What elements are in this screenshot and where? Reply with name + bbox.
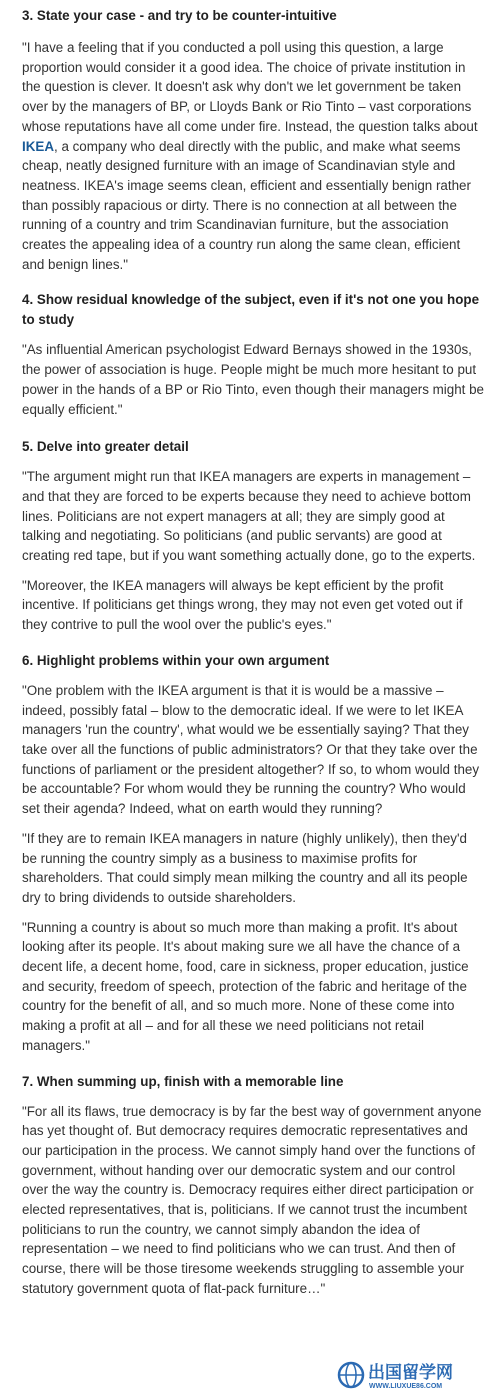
section-heading-6: 6. Highlight problems within your own argument [22, 652, 330, 668]
section-6-paragraph-2: "If they are to remain IKEA managers in nature (highly unlikely), then they'd be running the country simply as a business to maximise profits for shareholders. That could simply mean milking the country and all its people dry to bring dividends to outside shareholders. [22, 830, 468, 905]
section-heading-4: 4. Show residual knowledge of the subject, even if it's not one you hope to study [22, 292, 480, 328]
watermark-url: WWW.LIUXUE86.COM [369, 1383, 443, 1390]
paragraph-text: , a company who deal directly with the public, and make what seems cheap, neatly designed furniture with an image of Scandinavian style and neatness. IKEA's image seems clean, efficient and essentially benign rather than possibly rapacious or dirty. There is no connection at all between the running of a country and trim Scandinavian furniture, but the association creates the appealing idea of a country run along the same clean, efficient and benign lines." [22, 138, 471, 272]
section-7-paragraph-1: "For all its flaws, true democracy is by far the best way of government anyone has yet thought of. But democracy requires democratic representatives and our participation in the process. We cannot simply hand over the functions of government, without handing over our democratic system and our control over the way the country is. Democracy requires either direct participation or elected representatives, that is, politicians. If we cannot trust the incumbent politicians to run the country, we cannot simply abandon the idea of representation – we need to find politicians who we can trust. And then of course, there will be those tiresome weekends struggling to assemble your statutory government quota of flat-pack furniture…" [22, 1103, 482, 1296]
section-3-paragraph [22, 38, 484, 274]
section-5-paragraph-2: "Moreover, the IKEA managers will always be kept efficient by the profit incentive. If politicians get things wrong, they may not even get voted out if they contrive to pull the wool over the public's eyes." [22, 577, 463, 633]
section-6-paragraph-3: "Running a country is about so much more than making a profit. It's about looking after its people. It's about making sure we all have the chance of a decent life, a decent home, food, care in sickness, proper education, justice and security, freedom of speech, protection of the fabric and heritage of the country for the benefit of all, and so much more. None of these come into making a profit at all – and for all these we need politicians not retail managers." [22, 919, 469, 1053]
ikea-link[interactable]: IKEA [22, 138, 54, 154]
site-watermark-logo [336, 1359, 484, 1391]
watermark-text: 出国留学网 [368, 1363, 453, 1383]
paragraph-text: "I have a feeling that if you conducted a poll using this question, a large proportion would consider it a good idea. The choice of private institution in the question is clever. It doesn't ask why don't we let government be taken over by the managers of BP, or Lloyds Bank or Rio Tinto – vast corporations whose reputations have all come under fire. Instead, the question talks about [22, 40, 478, 134]
section-6-paragraph-1: "One problem with the IKEA argument is that it is would be a massive – indeed, possibly fatal – blow to the democratic ideal. If we were to let IKEA managers 'run the country', what would we be essentially saying? That they take over all the functions of public administrators? Or that they take over the functions of parliament or the president altogether? If so, to whom would they be accountable? For whom would they be running the country? Who would set their agenda? Indeed, what on earth would they running? [22, 682, 480, 817]
section-5-paragraph-1: "The argument might run that IKEA managers are experts in management – and that they are forced to be experts because they need to achieve bottom lines. Politicians are not expert managers at all; they are simply good at talking and negotiating. So politicians (and public servants) are good at creating red tape, but if you want something actually done, go to the experts. [22, 469, 476, 564]
watermark-logo-icon [336, 1359, 484, 1391]
section-heading-5: 5. Delve into greater detail [22, 439, 189, 455]
section-heading-7: 7. When summing up, finish with a memorable line [22, 1073, 344, 1089]
article-body [22, 6, 484, 1299]
section-heading-3: 3. State your case - and try to be counter-intuitive [22, 8, 337, 23]
section-4-paragraph-1: "As influential American psychologist Edward Bernays showed in the 1930s, the power of association is huge. People might be much more hesitant to put power in the hands of a BP or Rio Tinto, even though their managers might be equally efficient." [22, 342, 485, 417]
